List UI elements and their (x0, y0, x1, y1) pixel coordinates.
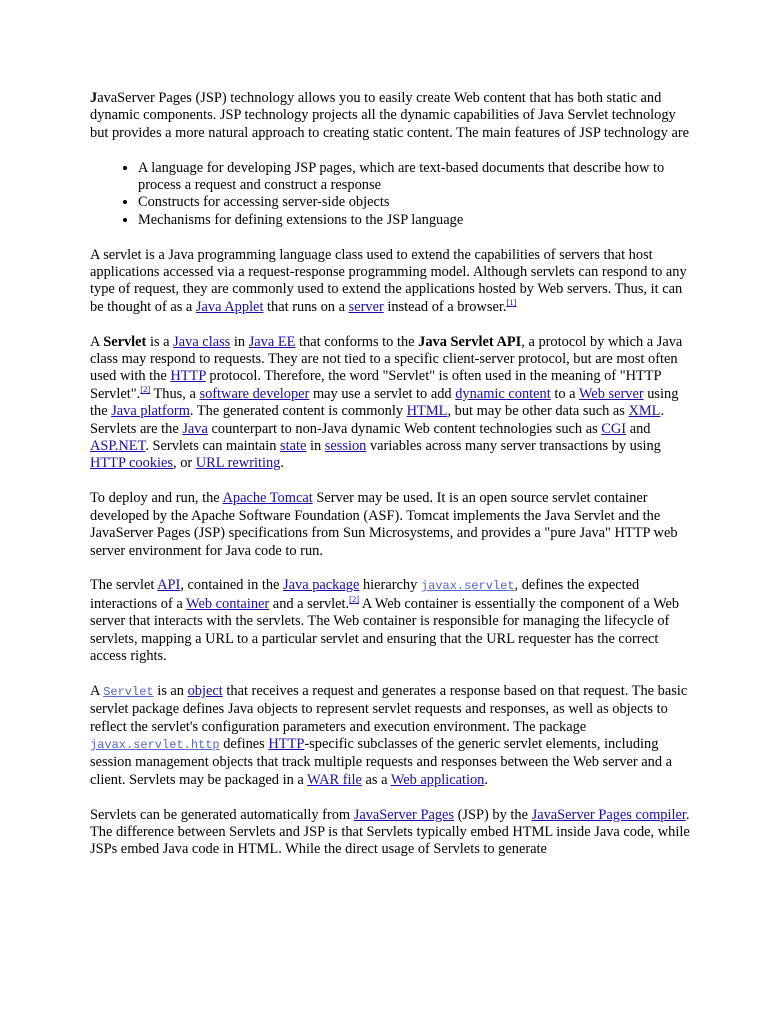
text: A Web container is essentially the component of a Web server that interacts with the servlets. The Web container is responsible for managing the lifecycle of servlets, mapping a URL to a particular servlet and ensuring that the URL requester has the correct access rights. (90, 595, 680, 664)
link-jsp-compiler[interactable]: JavaServer Pages compiler (531, 806, 686, 823)
text: To deploy and run, the (90, 490, 223, 507)
features-list (90, 160, 690, 230)
servlet-api-paragraph (90, 334, 690, 473)
text: A (90, 682, 104, 699)
text: . The difference between Servlets and JSP is that Servlets typically embed HTML inside Java code, while JSPs embed Java code in HTML. While the direct usage of Servlets to generate (90, 806, 690, 858)
link-java-package[interactable]: Java package (283, 577, 360, 594)
text: The servlet (90, 577, 158, 594)
document-body (90, 90, 690, 876)
text: . Servlets are the (90, 403, 665, 437)
reference-link-1[interactable]: [1] (506, 297, 517, 308)
link-java-class[interactable]: Java class (173, 333, 231, 350)
bold-term: Servlet (103, 333, 147, 350)
link-software-developer[interactable]: software developer (199, 385, 310, 402)
code-link-javax-servlet[interactable]: javax.servlet (420, 579, 515, 594)
text: Thus, a (150, 385, 200, 402)
text: is an (153, 682, 188, 699)
code-link-servlet[interactable]: Servlet (103, 684, 154, 699)
text: variables across many server transactions by using (366, 438, 661, 455)
text: protocol. Therefore, the word "Servlet" is often used in the meaning of "HTTP Servlet". (90, 368, 662, 402)
link-java-ee[interactable]: Java EE (248, 333, 296, 350)
link-state[interactable]: state (280, 438, 307, 455)
text: defines (219, 735, 269, 752)
reference-link-2[interactable]: [2] (349, 593, 360, 604)
text: , a protocol by which a Java class may respond to requests. They are not tied to a specific client-server protocol, but are most often used with the (90, 333, 683, 385)
link-html[interactable]: HTML (406, 403, 448, 420)
text: . Servlets can maintain (145, 438, 280, 455)
link-java-applet[interactable]: Java Applet (195, 298, 264, 315)
text: , but may be other data such as (447, 403, 629, 420)
servlet-definition-paragraph (90, 247, 690, 317)
link-session[interactable]: session (324, 438, 367, 455)
link-apache-tomcat[interactable]: Apache Tomcat (222, 490, 313, 507)
text: and a servlet. (269, 595, 350, 612)
link-http[interactable]: HTTP (268, 735, 305, 752)
link-api[interactable]: API (157, 577, 181, 594)
link-server[interactable]: server (348, 298, 384, 315)
text: Server may be used. It is an open source servlet container developed by the Apache Software Foundation (ASF). Tomcat implements the Java Servlet and the JavaServer Pages (JSP) specifications from Sun Microsystems, and provides a "pure Java" HTTP web server environment for Java code to run. (90, 490, 678, 559)
text: in (230, 333, 249, 350)
text: as a (361, 771, 391, 788)
link-web-server[interactable]: Web server (578, 385, 644, 402)
link-java[interactable]: Java (182, 420, 208, 437)
text: using the (90, 385, 679, 420)
list-item: • A language for developing JSP pages, which are text-based documents that describe how to process a request and construct a response (138, 160, 690, 195)
text: . The generated content is commonly (189, 403, 407, 420)
intro-paragraph (90, 90, 690, 142)
text: instead of a browser. (383, 298, 507, 315)
jsp-compiler-paragraph (90, 807, 690, 859)
link-http[interactable]: HTTP (170, 368, 206, 385)
reference-link-2[interactable]: [2] (140, 384, 151, 395)
text: that receives a request and generates a response based on that request. The basic servlet package defines Java objects to represent servlet requests and responses, as well as objects to reflect the servlet's configuration parameters and execution environment. The package (90, 682, 688, 735)
link-war-file[interactable]: WAR file (307, 771, 362, 788)
text: is a (146, 333, 174, 350)
link-xml[interactable]: XML (628, 403, 661, 420)
servlet-container-paragraph (90, 577, 690, 665)
link-cgi[interactable]: CGI (601, 420, 627, 437)
text: hierarchy (359, 577, 421, 594)
text: to a (550, 385, 579, 402)
intro-text: avaServer Pages (JSP) technology allows you to easily create Web content that has both static and dynamic components. JSP technology projects all the dynamic capabilities of Java Servlet technology but provides a more natural approach to creating static content. The main features of JSP technology are (90, 90, 690, 141)
text: A servlet is a Java programming language class used to extend the capabilities of servers that host applications accessed via a request-response programming model. Although servlets can respond to any type of request, they are commonly used to extend the applications hosted by Web servers. Thus, it can be thought of as a (90, 246, 687, 315)
link-asp-net[interactable]: ASP.NET (90, 438, 146, 455)
link-url-rewriting[interactable]: URL rewriting (195, 455, 281, 472)
link-http-cookies[interactable]: HTTP cookies (90, 455, 173, 472)
text: that runs on a (263, 298, 349, 315)
text: . (280, 455, 284, 472)
link-java-platform[interactable]: Java platform (111, 403, 190, 420)
link-dynamic-content[interactable]: dynamic content (455, 385, 551, 402)
link-object[interactable]: object (187, 682, 223, 699)
link-javaserver-pages[interactable]: JavaServer Pages (353, 806, 455, 823)
text: may use a servlet to add (309, 385, 456, 402)
drop-letter: J (90, 90, 98, 106)
list-item: • Mechanisms for defining extensions to the JSP language (138, 212, 690, 229)
text: (JSP) by the (454, 806, 532, 823)
servlet-object-paragraph (90, 683, 690, 789)
text: counterpart to non-Java dynamic Web content technologies such as (207, 420, 602, 437)
tomcat-paragraph (90, 490, 690, 560)
code-link-javax-servlet-http[interactable]: javax.servlet.http (90, 737, 220, 752)
text: . (484, 771, 488, 788)
text: in (306, 438, 325, 455)
bold-term: Java Servlet API (418, 333, 522, 350)
text: -specific subclasses of the generic servlet elements, including session management objects that track multiple requests and responses between the Web server and a client. Servlets may be packaged in a (90, 735, 673, 788)
link-web-container[interactable]: Web container (186, 595, 270, 612)
text: Servlets can be generated automatically from (90, 806, 354, 823)
text: , or (173, 455, 196, 472)
text: , defines the expected interactions of a (90, 577, 640, 612)
text: , contained in the (180, 577, 284, 594)
list-item: • Constructs for accessing server-side objects (138, 194, 690, 211)
text: and (626, 420, 651, 437)
text: A (90, 333, 104, 350)
link-web-application[interactable]: Web application (390, 771, 485, 788)
text: that conforms to the (295, 333, 419, 350)
